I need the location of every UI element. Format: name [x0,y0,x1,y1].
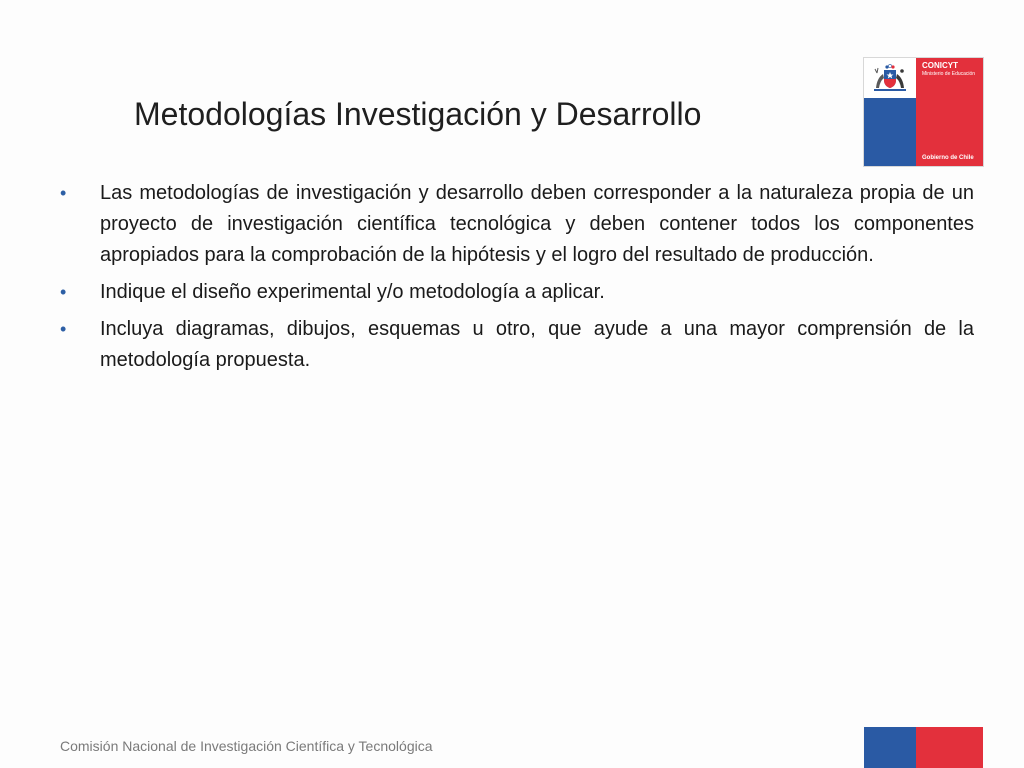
footer-text: Comisión Nacional de Investigación Científica y Tecnológica [60,738,433,754]
bullet-item [60,277,974,308]
logo-government: Gobierno de Chile [922,155,974,161]
footer-flag-blue [864,727,916,768]
logo-ministry: Ministerio de Educación [922,71,976,77]
footer-flag-bar [864,727,983,768]
bullet-text: Incluya diagramas, dibujos, esquemas u otro, que ayude a una mayor comprensión de la metodología propuesta. [100,318,974,371]
bullet-item [60,178,974,271]
bullet-icon: • [60,319,67,339]
logo-red-panel [916,58,983,166]
chile-coat-of-arms-icon [868,62,912,94]
bullet-list [60,178,974,382]
logo-blue-panel [864,58,916,166]
bullet-icon: • [60,183,67,203]
conicyt-logo [864,58,983,166]
logo-brand-name: CONICYT [922,61,958,70]
logo-white-panel [864,58,916,98]
bullet-text: Indique el diseño experimental y/o metodología a aplicar. [100,281,605,303]
bullet-icon: • [60,282,67,302]
footer-flag-red [916,727,983,768]
bullet-item [60,314,974,376]
bullet-text: Las metodologías de investigación y desarrollo deben corresponder a la naturaleza propia de un proyecto de investigación científica tecnológica y deben contener todos los componentes apropiados para la comprobación de la hipótesis y el logro del resultado de producción. [100,182,974,266]
slide-title: Metodologías Investigación y Desarrollo [134,96,702,132]
